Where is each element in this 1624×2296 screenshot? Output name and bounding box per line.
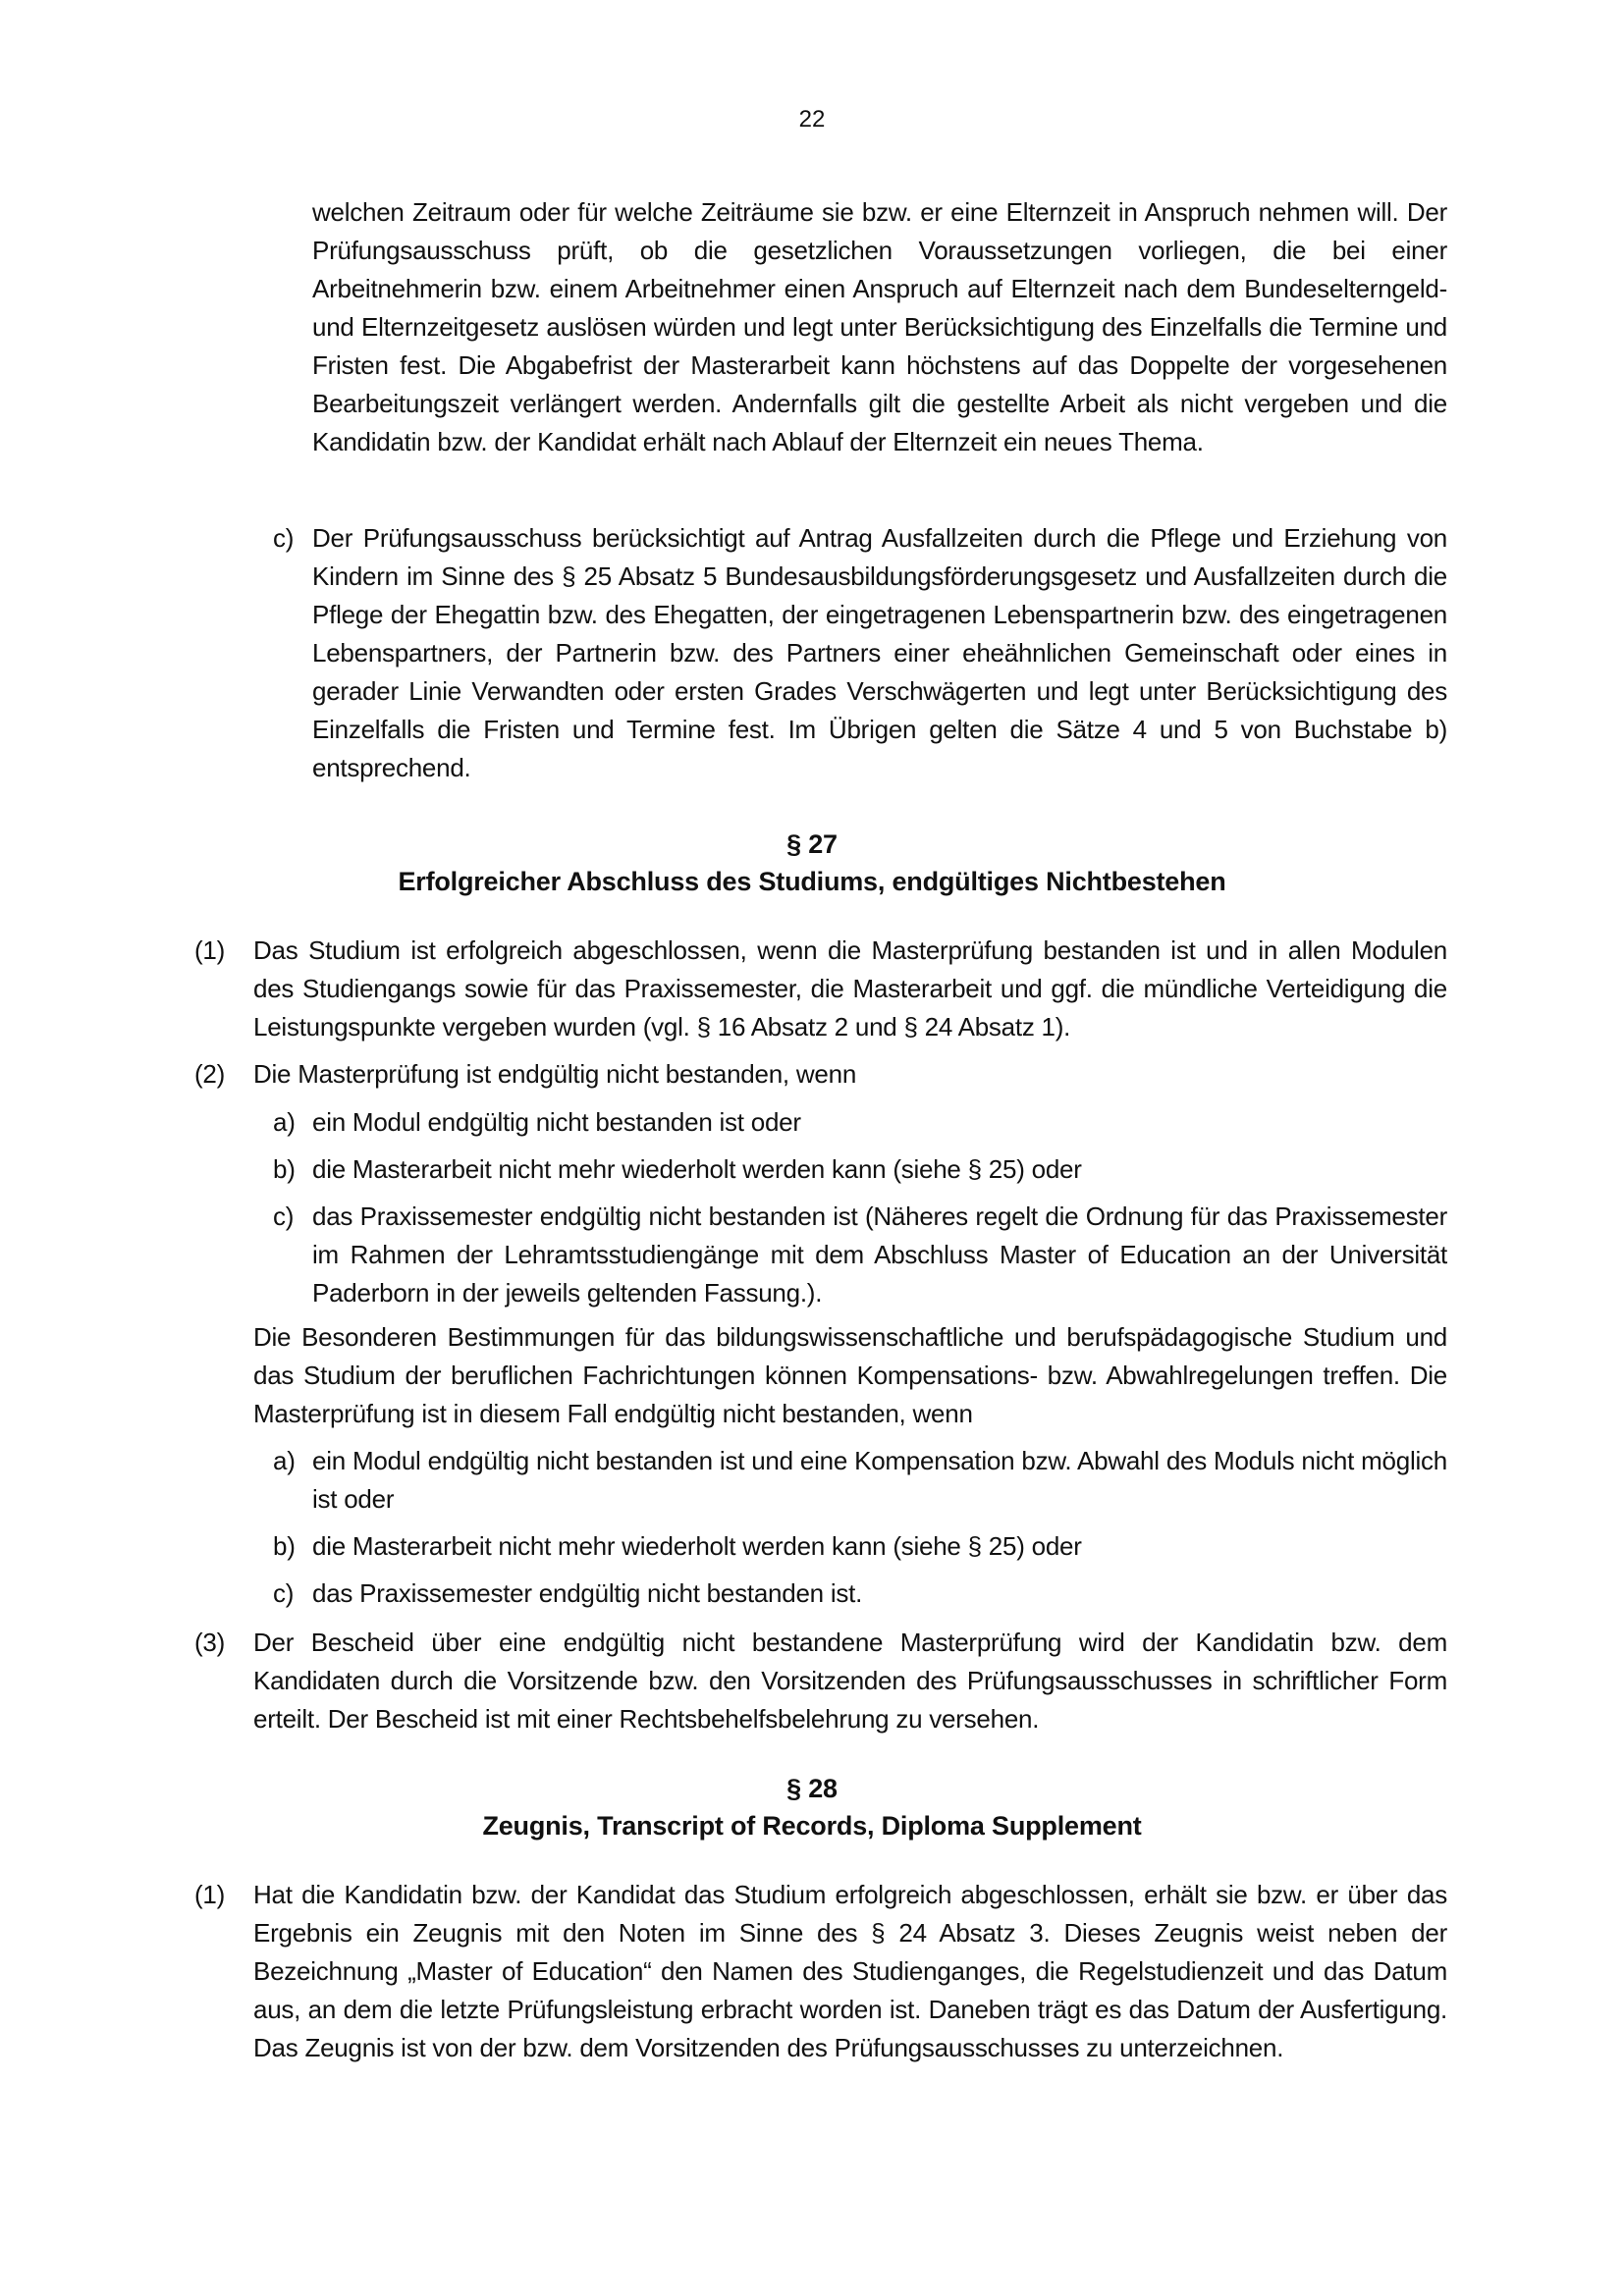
sec28-paragraph-1 bbox=[194, 1876, 1447, 2067]
sec27-paragraph-1-text: Das Studium ist erfolgreich abgeschlossen, wenn die Masterprüfung bestanden ist und in allen Modulen des Studiengangs sowie für das Praxissemester, die Masterarbeit und ggf. die mündliche Verteidigung die Leistungspunkte vergeben wurden (vgl. § 16 Absatz 2 und § 24 Absatz 1). bbox=[253, 935, 1447, 1041]
sec27-paragraph-2-marker: (2) bbox=[194, 1059, 226, 1089]
item-b-continuation: welchen Zeitraum oder für welche Zeiträume sie bzw. er eine Elternzeit in Anspruch nehmen will. Der Prüfungsausschuss prüft, ob die gesetzlichen Voraussetzungen vorliegen, die bei einer Arbeitnehmerin bzw. einem Arbeitnehmer einen Anspruch auf Elternzeit nach dem Bundeselterngeld- und Elternzeitgesetz auslösen würden und legt unter Berücksichtigung des Einzelfalls die Termine und Fristen fest. Die Abgabefrist der Masterarbeit kann höchstens auf das Doppelte der vorgesehenen Bearbeitungszeit verlängert werden. Andernfalls gilt die gestellte Arbeit als nicht vergeben und die Kandidatin bzw. der Kandidat erhält nach Ablauf der Elternzeit ein neues Thema. bbox=[312, 197, 1447, 456]
list-item-marker: a) bbox=[273, 1446, 296, 1475]
list-item bbox=[273, 1442, 1447, 1519]
list-item bbox=[273, 1575, 1447, 1613]
list-item bbox=[273, 1150, 1447, 1189]
list-item bbox=[273, 1527, 1447, 1566]
sec27-paragraph-3 bbox=[194, 1624, 1447, 1738]
sec27-paragraph-2-text: Die Masterprüfung ist endgültig nicht bestanden, wenn bbox=[253, 1059, 857, 1089]
list-item-marker: c) bbox=[273, 1578, 295, 1608]
list-item bbox=[273, 1198, 1447, 1312]
list-item-text: das Praxissemester endgültig nicht bestanden ist. bbox=[312, 1578, 863, 1608]
list-item bbox=[273, 1103, 1447, 1142]
list-item-text: die Masterarbeit nicht mehr wiederholt werden kann (siehe § 25) oder bbox=[312, 1154, 1082, 1184]
sec27-paragraph-2-extra: Die Besonderen Bestimmungen für das bildungswissenschaftliche und berufspädagogische Studium und das Studium der beruflichen Fachrichtungen können Kompensations- bzw. Abwahlregelungen treffen. Die Masterprüfung ist in diesem Fall endgültig nicht bestanden, wenn bbox=[253, 1322, 1447, 1428]
list-item-marker: b) bbox=[273, 1531, 296, 1561]
page-number: 22 bbox=[798, 106, 826, 133]
sec28-paragraph-1-marker: (1) bbox=[194, 1880, 226, 1909]
section-28-number: § 28 bbox=[786, 1774, 838, 1803]
sec27-paragraph-3-text: Der Bescheid über eine endgültig nicht bestandene Masterprüfung wird der Kandidatin bzw. dem Kandidaten durch die Vorsitzende bzw. den Vorsitzenden des Prüfungsausschusses in schriftlicher Form erteilt. Der Bescheid ist mit einer Rechtsbehelfsbelehrung zu versehen. bbox=[253, 1628, 1447, 1734]
section-27-number: § 27 bbox=[786, 829, 838, 859]
item-c-text: Der Prüfungsausschuss berücksichtigt auf Antrag Ausfallzeiten durch die Pflege und Erziehung von Kindern im Sinne des § 25 Absatz 5 Bundesausbildungsförderungsgesetz und Ausfallzeiten durch die Pflege der Ehegattin bzw. des Ehegatten, der eingetragenen Lebenspartnerin bzw. des eingetragenen Lebenspartners, der Partnerin bzw. des Partners einer eheähnlichen Gemeinschaft oder eines in gerader Linie Verwandten oder ersten Grades Verschwägerten und legt unter Berücksichtigung des Einzelfalls die Fristen und Termine fest. Im Übrigen gelten die Sätze 4 und 5 von Buchstabe b) entsprechend. bbox=[312, 523, 1447, 782]
sec27-paragraph-2 bbox=[194, 1055, 1447, 1094]
list-item-marker: c) bbox=[273, 1201, 295, 1231]
list-item-text: das Praxissemester endgültig nicht bestanden ist (Näheres regelt die Ordnung für das Praxissemester im Rahmen der Lehramtsstudiengänge mit dem Abschluss Master of Education an der Universität Paderborn in der jeweils geltenden Fassung.). bbox=[312, 1201, 1447, 1308]
list-item-text: die Masterarbeit nicht mehr wiederholt werden kann (siehe § 25) oder bbox=[312, 1531, 1082, 1561]
list-item-marker: b) bbox=[273, 1154, 296, 1184]
list-item-text: ein Modul endgültig nicht bestanden ist und eine Kompensation bzw. Abwahl des Moduls nicht möglich ist oder bbox=[312, 1446, 1447, 1514]
sec28-paragraph-1-text: Hat die Kandidatin bzw. der Kandidat das Studium erfolgreich abgeschlossen, erhält sie bzw. er über das Ergebnis ein Zeugnis mit den Noten im Sinne des § 24 Absatz 3. Dieses Zeugnis weist neben der Bezeichnung „Master of Education“ den Namen des Studienganges, die Regelstudienzeit und das Datum aus, an dem die letzte Prüfungsleistung erbracht worden ist. Daneben trägt es das Datum der Ausfertigung. Das Zeugnis ist von der bzw. dem Vorsitzenden des Prüfungsausschusses zu unterzeichnen. bbox=[253, 1880, 1447, 2062]
sec27-paragraph-1 bbox=[194, 932, 1447, 1046]
list-item-text: ein Modul endgültig nicht bestanden ist oder bbox=[312, 1107, 801, 1137]
section-28-title: Zeugnis, Transcript of Records, Diploma Supplement bbox=[482, 1811, 1142, 1841]
item-c bbox=[273, 519, 1447, 787]
item-c-marker: c) bbox=[273, 523, 295, 553]
sec27-paragraph-1-marker: (1) bbox=[194, 935, 226, 965]
list-item-marker: a) bbox=[273, 1107, 296, 1137]
section-27-title: Erfolgreicher Abschluss des Studiums, endgültiges Nichtbestehen bbox=[398, 867, 1226, 896]
sec27-paragraph-3-marker: (3) bbox=[194, 1628, 226, 1657]
